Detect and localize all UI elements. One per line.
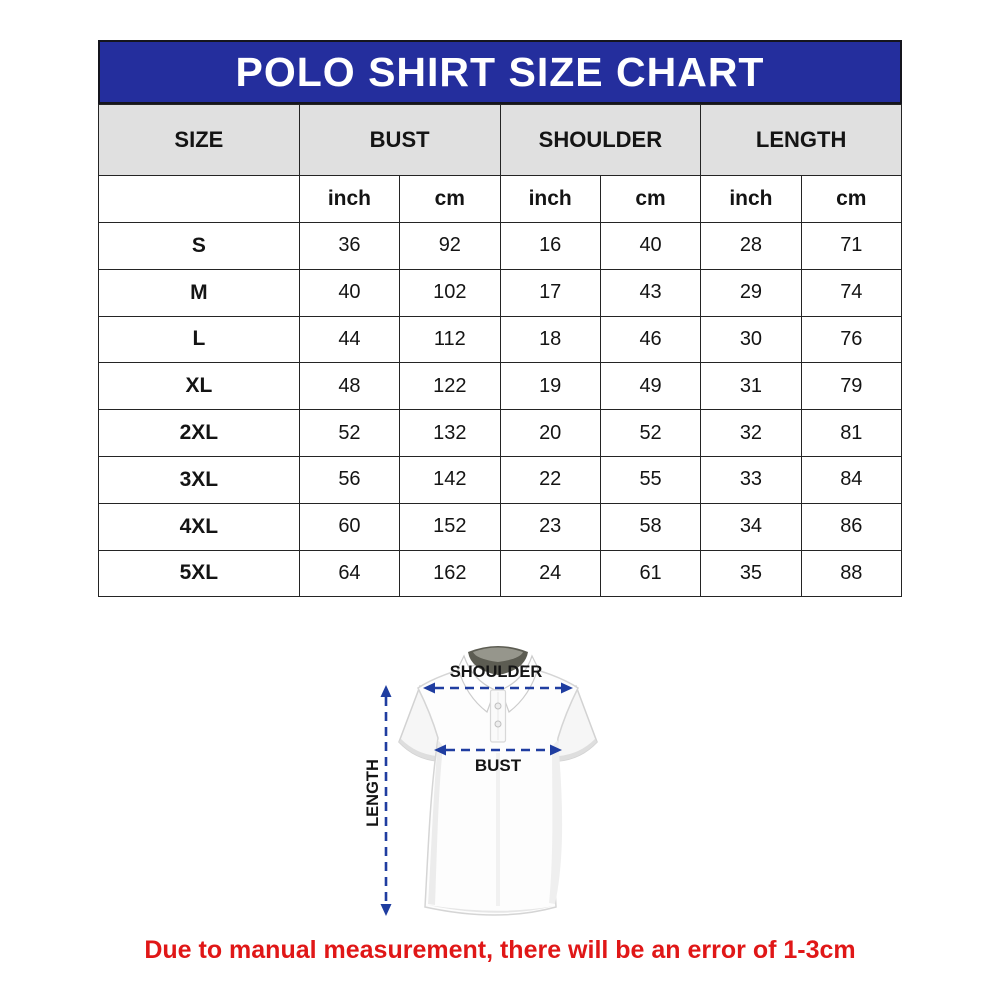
polo-shirt-measurement-diagram <box>338 628 668 940</box>
table-cell: 17 <box>500 269 600 316</box>
units-row <box>99 176 902 223</box>
length-arrow <box>381 685 392 916</box>
table-row-2xl <box>99 410 902 457</box>
table-cell: 86 <box>801 503 901 550</box>
table-cell: 48 <box>299 363 399 410</box>
table-row-5xl <box>99 550 902 597</box>
size-cell: L <box>99 316 300 363</box>
table-cell: 64 <box>299 550 399 597</box>
table-cell: 35 <box>701 550 801 597</box>
table-cell: 20 <box>500 410 600 457</box>
table-cell: 23 <box>500 503 600 550</box>
table-cell: 16 <box>500 223 600 270</box>
polo-shirt-graphic <box>338 628 668 940</box>
units-cell: inch <box>701 176 801 223</box>
table-cell: 30 <box>701 316 801 363</box>
units-cell: inch <box>500 176 600 223</box>
table-cell: 112 <box>400 316 500 363</box>
table-cell: 122 <box>400 363 500 410</box>
table-cell: 34 <box>701 503 801 550</box>
chart-title: POLO SHIRT SIZE CHART <box>235 48 765 95</box>
table-cell: 88 <box>801 550 901 597</box>
column-header-bust: BUST <box>299 105 500 176</box>
table-cell: 49 <box>600 363 700 410</box>
units-cell-empty <box>99 176 300 223</box>
column-header-length: LENGTH <box>701 105 902 176</box>
table-cell: 19 <box>500 363 600 410</box>
table-cell: 40 <box>299 269 399 316</box>
column-header-size: SIZE <box>99 105 300 176</box>
table-cell: 32 <box>701 410 801 457</box>
table-cell: 142 <box>400 456 500 503</box>
table-cell: 24 <box>500 550 600 597</box>
length-label: LENGTH <box>364 759 382 827</box>
table-cell: 28 <box>701 223 801 270</box>
size-cell: S <box>99 223 300 270</box>
table-cell: 55 <box>600 456 700 503</box>
table-cell: 61 <box>600 550 700 597</box>
units-cell: cm <box>600 176 700 223</box>
bust-label: BUST <box>474 756 522 775</box>
size-table <box>98 104 902 597</box>
table-row-m <box>99 269 902 316</box>
size-cell: XL <box>99 363 300 410</box>
table-cell: 36 <box>299 223 399 270</box>
table-cell: 76 <box>801 316 901 363</box>
button-top <box>495 703 501 709</box>
table-cell: 40 <box>600 223 700 270</box>
table-cell: 71 <box>801 223 901 270</box>
shoulder-label: SHOULDER <box>449 663 543 681</box>
table-row-3xl <box>99 456 902 503</box>
table-row-xl <box>99 363 902 410</box>
table-cell: 22 <box>500 456 600 503</box>
table-cell: 58 <box>600 503 700 550</box>
table-cell: 60 <box>299 503 399 550</box>
table-cell: 31 <box>701 363 801 410</box>
table-cell: 56 <box>299 456 399 503</box>
table-cell: 74 <box>801 269 901 316</box>
chart-title-bar <box>98 40 902 104</box>
size-chart-block <box>98 40 902 597</box>
button-bottom <box>495 721 501 727</box>
table-cell: 92 <box>400 223 500 270</box>
units-cell: cm <box>400 176 500 223</box>
table-cell: 43 <box>600 269 700 316</box>
table-cell: 46 <box>600 316 700 363</box>
size-cell: M <box>99 269 300 316</box>
units-cell: cm <box>801 176 901 223</box>
table-cell: 29 <box>701 269 801 316</box>
table-cell: 52 <box>600 410 700 457</box>
table-row-s <box>99 223 902 270</box>
table-cell: 79 <box>801 363 901 410</box>
units-cell: inch <box>299 176 399 223</box>
size-cell: 3XL <box>99 456 300 503</box>
table-cell: 132 <box>400 410 500 457</box>
table-cell: 33 <box>701 456 801 503</box>
table-cell: 81 <box>801 410 901 457</box>
table-row-l <box>99 316 902 363</box>
table-cell: 102 <box>400 269 500 316</box>
size-cell: 4XL <box>99 503 300 550</box>
table-cell: 52 <box>299 410 399 457</box>
table-cell: 152 <box>400 503 500 550</box>
table-header-row <box>99 105 902 176</box>
table-cell: 18 <box>500 316 600 363</box>
size-cell: 2XL <box>99 410 300 457</box>
size-cell: 5XL <box>99 550 300 597</box>
column-header-shoulder: SHOULDER <box>500 105 701 176</box>
measurement-error-note: Due to manual measurement, there will be an error of 1-3cm <box>144 936 856 964</box>
table-cell: 162 <box>400 550 500 597</box>
table-cell: 84 <box>801 456 901 503</box>
table-row-4xl <box>99 503 902 550</box>
table-cell: 44 <box>299 316 399 363</box>
